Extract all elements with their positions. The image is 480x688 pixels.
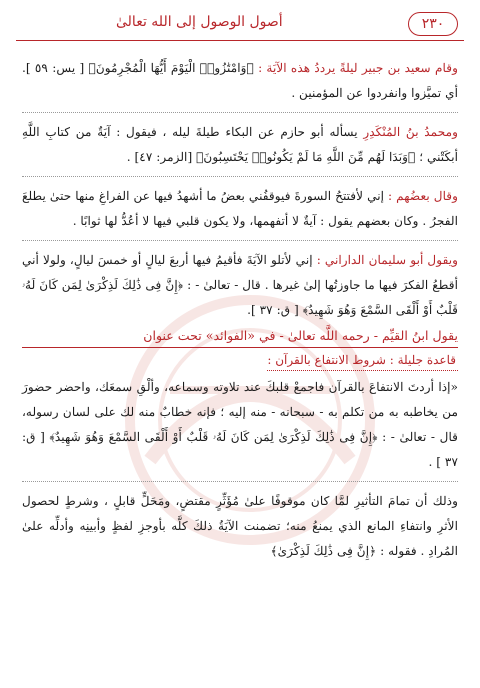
separator	[22, 240, 458, 241]
paragraph-1	[22, 56, 458, 106]
paragraph-4	[22, 248, 458, 323]
paragraph-2	[22, 120, 458, 170]
page-header	[16, 14, 464, 40]
paragraph-3-text: إني لأفتتحُ السورةَ فيوقفُني بعضُ ما أشهدُ فيها عن الفراغِ منها حتىٰ يطلعَ الفجرُ . وكان بعضهم يقول : آيةٌ لا أتفهمها، ولا يكون قلبي فيها لا أعُدُّ لها ثوابًا .	[22, 189, 458, 228]
page-content	[22, 56, 458, 564]
section-heading: يقول ابنُ القيِّم - رحمه اللَّه تعالىٰ - في «الفوائد» تحت عنوان	[22, 325, 458, 348]
paragraph-4-verse: ﴿إِنَّ فِى ذَٰلِكَ لَذِكْرَىٰ لِمَن كَانَ لَهُۥ قَلْبٌ أَوْ أَلْقَى السَّمْعَ وَهُوَ شَهِيدٌ﴾	[22, 278, 458, 317]
quote-paragraph	[22, 375, 458, 475]
closing-text: وذلك أن تمامَ التأثيرِ لمَّا كان موقوفًا علىٰ مُؤَثِّرٍ مقتضٍ، ومَحَلٍّ قابلٍ ، وشرطٍ لحصول الأثرِ وانتفاءِ المانع الذي يمنعُ منه؛ تضمنت الآيَةُ ذلكَ كلَّه بأوجزِ لفظٍ وأبينِه وأدلِّه علىٰ المُرادِ . فقوله :	[22, 494, 458, 558]
paragraph-3-lead: وقال بعضُهم :	[388, 189, 459, 203]
paragraph-4-lead: ويقول أبو سليمان الداراني :	[316, 253, 459, 267]
closing-verse: ﴿إِنَّ فِى ذَٰلِكَ لَذِكْرَىٰ﴾	[270, 544, 377, 558]
paragraph-4-text: إني لأتلو الآيَةَ فأقيمُ فيها أربعَ ليالٍ أو خمسَ ليالٍ، ولولا أني أقطعُ الفكرَ فيها ما جاوزتُها إلىٰ غيرها . قال - تعالىٰ - :	[22, 253, 458, 292]
quote-ref: [ ق: ٣٧ ] .	[22, 430, 458, 469]
paragraph-4-ref: [ ق: ٣٧ ].	[247, 303, 299, 317]
quote-verse: ﴿إِنَّ فِى ذَٰلِكَ لَذِكْرَىٰ لِمَن كَانَ لَهُۥ قَلْبٌ أَوْ أَلْقَى السَّمْعَ وَهُوَ شَهِيدٌ﴾	[49, 430, 378, 444]
sub-heading: قاعدة جليلة : شروط الانتفاع بالقرآن :	[267, 350, 458, 371]
paragraph-2-text: يسأله أبو حازم عن البكاء طيلةَ ليله ، فيقول : آيَةٌ من كتابِ اللَّهِ أبكَتْني ؛	[22, 125, 458, 164]
paragraph-2-ref: [الزمر: ٤٧] .	[126, 150, 193, 164]
paragraph-1-verse: ﴿وَامْتَٰزُوا۟ الْيَوْمَ أَيُّهَا الْمُجْرِمُونَ﴾	[88, 61, 254, 75]
closing-paragraph	[22, 489, 458, 564]
paragraph-1-lead: وقام سعيد بن جبير ليلةً يرددُ هذه الآيَة :	[258, 61, 458, 75]
separator	[22, 481, 458, 482]
separator	[22, 112, 458, 113]
paragraph-1-text: [ يس: ٥٩ ]. أي تميَّزوا وانفردوا عن المؤمنين .	[22, 61, 458, 100]
separator	[22, 176, 458, 177]
quote-text: «إذا أردتَ الانتفاعَ بالقرآن فاجمعْ قلبكَ عند تلاوته وسماعه، وألْقِ سمعَك، واحضر حضورَ من يخاطبه به من تكلم به - سبحانه - منه إليه ؛ فإنه خطابٌ منه لك على لسان رسوله، قال - تعالىٰ - :	[22, 380, 459, 444]
running-title: أصول الوصول إلى الله تعالىٰ	[116, 14, 283, 30]
paragraph-2-verse: ﴿وَبَدَا لَهُم مِّنَ اللَّهِ مَا لَمْ يَكُونُوا۟ يَحْتَسِبُونَ﴾	[196, 150, 416, 164]
paragraph-2-lead: ومحمدُ بنُ المُنْكَدِرِ	[363, 125, 459, 139]
header-rule	[16, 40, 464, 41]
paragraph-3	[22, 184, 458, 234]
page-number-badge: ٢٣٠	[408, 12, 458, 36]
